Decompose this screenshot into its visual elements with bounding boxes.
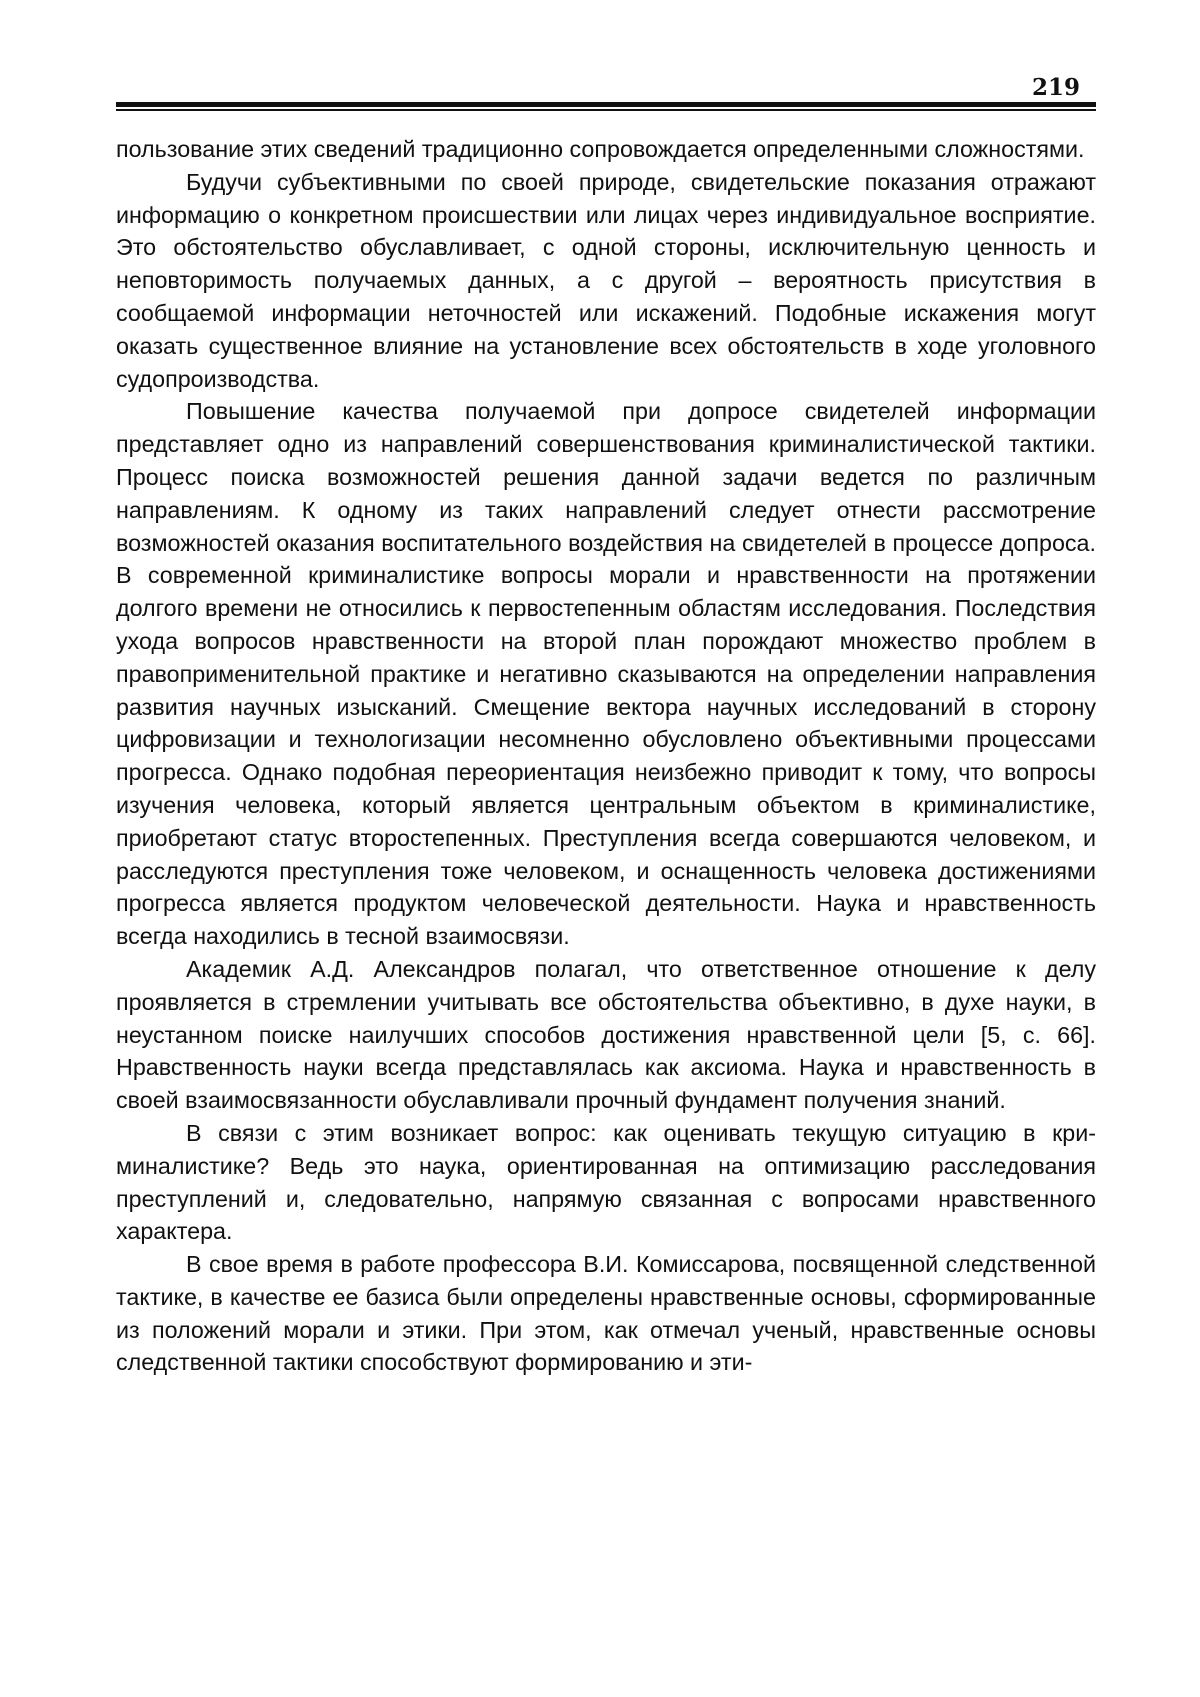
paragraph-aleksandrov: Академик А.Д. Александров полагал, что ответственное отношение к делу проявляется в стремлении учитывать все обстоятельства объективно, в духе науки, в неустанном поиске наилучших способов достижения нравственной цели [5, с. 66]. Нравственность науки всегда представлялась как аксиома. Наука и нравственность в своей взаимосвязанности обуславливали прочный фундамент получения знаний. — [116, 955, 1096, 1114]
paragraph-testimony: Будучи субъективными по своей природе, свидетельские показания отражают информацию о конкретном происшествии или лицах через индивидуальное восприятие. Это обстоятельство обуславливает, с одной стороны, исключительную ценность и неповторимость получаемых данных, а с другой – вероятность присутствия в сообщаемой информации неточностей или искажений. Подобные искажения могут оказать существенное влияние на установление всех обстоятельств в ходе уголовного судопроизводства. — [116, 168, 1096, 392]
body-text — [116, 133, 1096, 1379]
paragraph-question: В связи с этим возникает вопрос: как оценивать текущую ситуацию в криминалистике? Ведь это наука, ориентированная на оптимизацию расследования преступлений и, следовательно, напрямую связанная с вопросами нравственного характера. — [116, 1119, 1096, 1245]
header-rule-thin — [116, 109, 1096, 111]
paragraph-quality: Повышение качества получаемой при допросе свидетелей информации представляет одно из направлений совершенствования криминалистической тактики. Процесс поиска возможностей решения данной задачи ведется по различным направлениям. К одному из таких направлений следует отнести рассмотрение возможностей оказания воспитательного воздействия на свидетелей в процессе допроса. В современной криминалистике вопросы морали и нравственности на протяжении долгого времени не относились к первостепенным областям исследования. Последствия ухода вопросов нравственности на второй план порождают множество проблем в правоприменительной практике и негативно сказываются на определении направления развития научных изысканий. Смещение вектора научных исследований в сторону цифровизации и технологизации несомненно обусловлено объективными процессами прогресса. Однако подобная переориентация неизбежно приводит к тому, что вопросы изучения человека, который является центральным объектом в криминалистике, приобретают статус второстепенных. Преступления всегда совершаются человеком, и расследуются преступления тоже человеком, и оснащенность человека достижениями прогресса является продуктом человеческой деятельности. Наука и нравственность всегда находились в тесной взаимосвязи. — [116, 398, 1096, 950]
paragraph-continuation: пользование этих сведений традиционно сопровождается определенными сложностями. — [116, 136, 1085, 162]
paragraph-komissarov: В свое время в работе профессора В.И. Комиссарова, посвященной следственной тактике, в качестве ее базиса были определены нравственные основы, сформированные из положений морали и этики. При этом, как отмечал ученый, нравственные основы следственной тактики способствуют формированию и эти- — [116, 1251, 1096, 1376]
page-number: 219 — [1031, 74, 1080, 101]
header-rule-thick — [116, 102, 1096, 107]
page-header — [116, 72, 1096, 112]
